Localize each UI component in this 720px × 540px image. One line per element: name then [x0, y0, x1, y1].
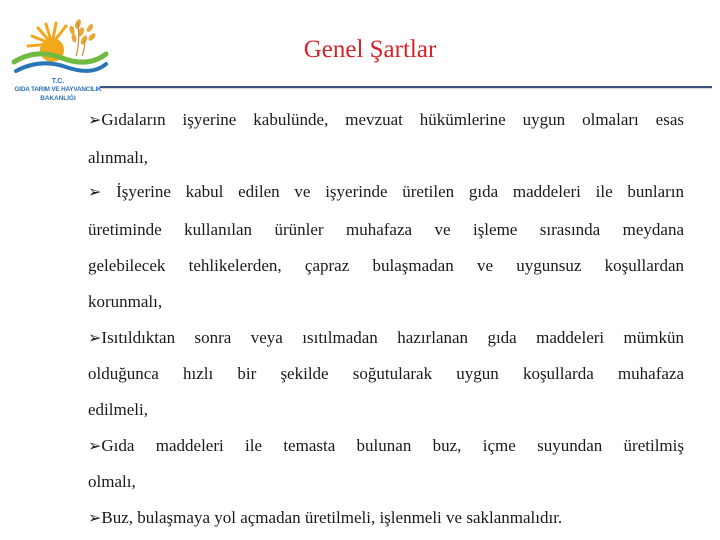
ministry-logo: [6, 14, 110, 114]
arrowhead-bullet-icon: ➢: [88, 182, 102, 201]
list-item-line: [88, 428, 684, 464]
list-item-line: [88, 356, 684, 392]
bullet-text: alınmalı,: [88, 148, 148, 167]
list-item-line: [88, 284, 684, 320]
arrowhead-bullet-icon: ➢: [88, 508, 102, 527]
list-item-line: [88, 174, 684, 210]
bullet-text: edilmeli,: [88, 400, 148, 419]
list-item-line: [88, 320, 684, 356]
list-item-line: [88, 500, 684, 536]
bullet-text: Gıdaların işyerine kabulünde, mevzuat hükümlerine uygun olmaları esas: [101, 110, 684, 129]
arrowhead-bullet-icon: ➢: [88, 328, 102, 347]
bullet-text: olduğunca hızlı bir şekilde soğutularak uygun koşullarda muhafaza: [88, 364, 684, 383]
page-title: Genel Şartlar: [303, 36, 437, 63]
list-item-line: [88, 140, 684, 176]
list-item-line: [88, 464, 684, 500]
arrowhead-bullet-icon: ➢: [88, 436, 102, 455]
bullet-text: Gıda maddeleri ile temasta bulunan buz, içme suyundan üretilmiş: [101, 436, 684, 455]
logo-text-ministry: GIDA TARIM VE HAYVANCILIK: [14, 86, 102, 93]
title-divider: [100, 86, 712, 88]
list-item-line: [88, 212, 684, 248]
bullet-text: İşyerine kabul edilen ve işyerinde üretilen gıda maddeleri ile bunların: [101, 182, 684, 201]
list-item-line: [88, 392, 684, 428]
bullet-text: korunmalı,: [88, 292, 163, 311]
bullet-text: Buz, bulaşmaya yol açmadan üretilmeli, işlenmeli ve saklanmalıdır.: [101, 508, 563, 527]
arrowhead-bullet-icon: ➢: [88, 110, 102, 129]
bullet-text: üretiminde kullanılan ürünler muhafaza ve işleme sırasında meydana: [88, 220, 684, 239]
logo-text-tc: T.C.: [51, 78, 65, 85]
bullet-text: gelebilecek tehlikelerden, çapraz bulaşmadan ve uygunsuz koşullardan: [88, 256, 684, 275]
logo-text-bakanlik: BAKANLIĞI: [40, 95, 76, 102]
bullet-text: Isıtıldıktan sonra veya ısıtılmadan hazırlanan gıda maddeleri mümkün: [101, 328, 684, 347]
bullet-text: olmalı,: [88, 472, 136, 491]
list-item-line: [88, 102, 684, 138]
list-item-line: [88, 248, 684, 284]
